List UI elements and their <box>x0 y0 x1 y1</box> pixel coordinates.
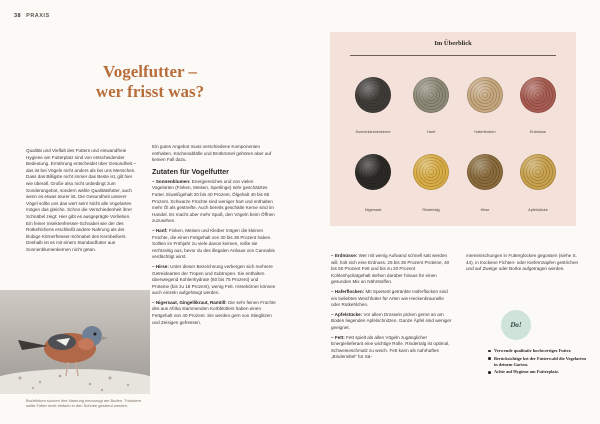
seed-label: Rindertalg <box>422 208 440 212</box>
ingredient-key: – Apfelstücke: <box>331 311 363 317</box>
ingredient-sunflower <box>152 179 276 225</box>
running-header <box>14 13 50 19</box>
ingredient-key: – Hirse: <box>152 263 169 269</box>
title-line-2: wer frisst was? <box>95 82 205 101</box>
ingredient-text: Wer mit wenig Aufwand schnell satt werden will, holt sich eine Erdnuss. 25 bis 35 Prozent Proteine, 40 bis 50 Prozent Fett und bis zu 20 Prozent Kohlenhydratgehalt stehen darüber hinaus für einen gesunden Mix an Nährstoffen. <box>331 253 450 285</box>
ingredient-text: Fett spielt als allen Vögeln zugänglicher Energielieferant eine wichtige Rolle. Rindertalg ist optimal, Schweineschmalz zu weich. Fett kann als nahrhaftes „Bindemittel“ für Sä- <box>331 334 450 360</box>
ingredients-intro: Ein gutes Angebot muss verschiedene Komponenten enthalten. Küchenabfälle und Brotkrümel gehören aber auf keinen Fall dazu. <box>152 144 272 163</box>
ingredient-niger <box>152 300 276 326</box>
ingredient-millet <box>152 264 276 297</box>
ingredient-text: Energiereiches und von vielen Vogelarten (Finken, Meisen, Sperlinge) sehr geschätztes Futter. Eiweißgehalt 20 bis 40 Prozent, Ölgehalt 40 bis 65 Prozent. Schwarze Früchte sind weniger hart und enthalten mehr Öl als gestreifte. Auch bereits geschälte Kerne sind im Handel. Es macht aber mehr Spaß, den Vögeln beim Öffnen zuzusehen. <box>152 178 275 224</box>
ingredient-text: Mit Speiseöl getränkte Haferflocken sind ein beliebtes Weichfutter für Arten wie Heckenbraunelle oder Rotkehlchen. <box>331 288 448 308</box>
page-title <box>60 62 240 102</box>
oat-flakes-image <box>467 77 503 113</box>
ingredient-text: Finken, Meisen und Kleiber mögen die kleinen Früchte, die einen Fettgehalt von 30 bis 35 Prozent haben. Sollten im Frühjahr zu viele davon keimen, reiße sie rechtzeitig aus, bevor du des illegalen Anbaus von Cannabis verdächtigt wirst. <box>152 227 275 260</box>
chaffinch-photo <box>0 290 150 394</box>
hemp-seeds-image <box>413 77 449 113</box>
do-badge: Do! <box>501 310 531 340</box>
ingredient-oats <box>331 289 453 309</box>
tip-list <box>488 348 588 377</box>
seed-label: Hirse <box>480 208 490 212</box>
overview-title: Im Überblick <box>434 40 472 47</box>
ingredient-text: Unter dieser Bezeichnung verbergen sich mehrere Getreidearten der Tropen und Subtropen. Sie enthalten überwiegend Kohlenhydrate (60 bis 75 Prozent) und Proteine (bis zu 18 Prozent), wenig Fett. Hirsekörner können auch einzeln aufgehängt werden. <box>152 263 276 296</box>
ingredient-key: – Nigersaat, Gingellikraut, Ramtill: <box>152 299 227 305</box>
seed-label: Hanf <box>426 130 436 134</box>
intro-paragraph: Qualität und Vielfalt des Futters und einwandfreie Hygiene am Futterplatz sind von entscheidender Bedeutung. Ernährung entscheidet über Gesundheit – das ist bei Vögeln nicht anders als bei uns Menschen. Dass das Billigste nicht immer das Beste ist, gilt hier wie überall. Große also nicht unbedingt zum Sonderangebot, sondern wähle Qualitätsfutter, auch wenn es etwas teurer ist. Die Gesundheit unserer Vögel sollte uns das wert sein! Nicht alle Vogelarten mögen das gleiche. Schon die Verschiedenheit ihrer Schnäbel zeigt: Hier gibt es ausgeprägte Vorlieben. Ein feiner Insektenfresser-Schnabel wie der des Rotkehlchens erschließt andere Nahrung als der klobige Körnerfresser-Schnabel des Kernbeißers. Deshalb ist es mit einem Standardfutter aus Sonnenblumenkernen nicht getan. <box>26 148 137 252</box>
ingredient-peanuts <box>331 253 453 286</box>
ingredient-apple <box>331 312 453 332</box>
ingredients-column <box>152 144 276 329</box>
seed-label: Sonnenblumenkerne <box>355 130 391 134</box>
ingredients-column-2 <box>331 253 453 364</box>
title-line-1: Vogelfutter – <box>103 62 197 81</box>
page-number: 38 <box>14 13 22 19</box>
beef-tallow-image <box>413 154 449 190</box>
seed-label: Apfelstücke <box>528 208 548 212</box>
ingredient-text: Die sehr feinen Früchte des aus Afrika stammenden Korbblütlers haben einen Fettgehalt von 40 Prozent. Sie werden gern von Stieglitzen und Zeisigen gefressen. <box>152 299 276 325</box>
millet-image <box>467 154 503 190</box>
photo-caption: Buchfinken suchen ihre Nahrung bevorzugt am Boden. Trotzdem sollte Futter nicht einfach in den Schnee gestreut werden. <box>26 398 141 409</box>
ingredient-key: – Hanf: <box>152 227 168 233</box>
peanuts-image <box>520 77 556 113</box>
niger-seed-image <box>355 154 391 190</box>
tip-item: Berücksichtige bei der Futterwahl die Vogelarten in deinem Garten. <box>488 356 588 368</box>
seed-label: Nigersaat <box>364 208 382 212</box>
seed-label: Haferflocken <box>474 130 496 134</box>
ingredients-column-3 <box>466 253 582 276</box>
sunflower-seeds-image <box>355 77 391 113</box>
chaffinch-illustration <box>0 290 150 394</box>
ingredient-text: Vor allem Drosseln picken gerne an am Boden liegenden Apfelschnitzen. Ganze Äpfel sind weniger geeignet. <box>331 311 452 330</box>
ingredient-key: – Sonnenblumen: <box>152 178 191 184</box>
overview-panel <box>330 32 576 226</box>
ingredient-key: – Haferflocken: <box>331 288 365 294</box>
ingredients-heading: Zutaten für Vogelfutter <box>152 166 229 176</box>
overview-divider <box>350 55 556 56</box>
tip-item: Verwende qualitativ hochwertiges Futter. <box>488 348 588 354</box>
apple-pieces-image <box>520 154 556 190</box>
seed-label: Erdnüsse <box>529 130 547 134</box>
ingredient-key: – Erdnüsse: <box>331 253 358 258</box>
tip-item: Achte auf Hygiene am Futterplatz. <box>488 369 588 375</box>
intro-column <box>26 148 138 257</box>
ingredient-key: – Fett: <box>331 334 345 340</box>
section-label: PRAXIS <box>26 13 50 19</box>
ingredient-fat <box>331 335 453 361</box>
ingredient-hemp <box>152 228 276 261</box>
fat-continued: mereimischungen in Futterglocken gegossen (siehe S. 44), in trockene Fichten- oder Kiefernzapfen gestrichen und auf Zweige oder Borke aufgetragen werden. <box>466 253 579 272</box>
